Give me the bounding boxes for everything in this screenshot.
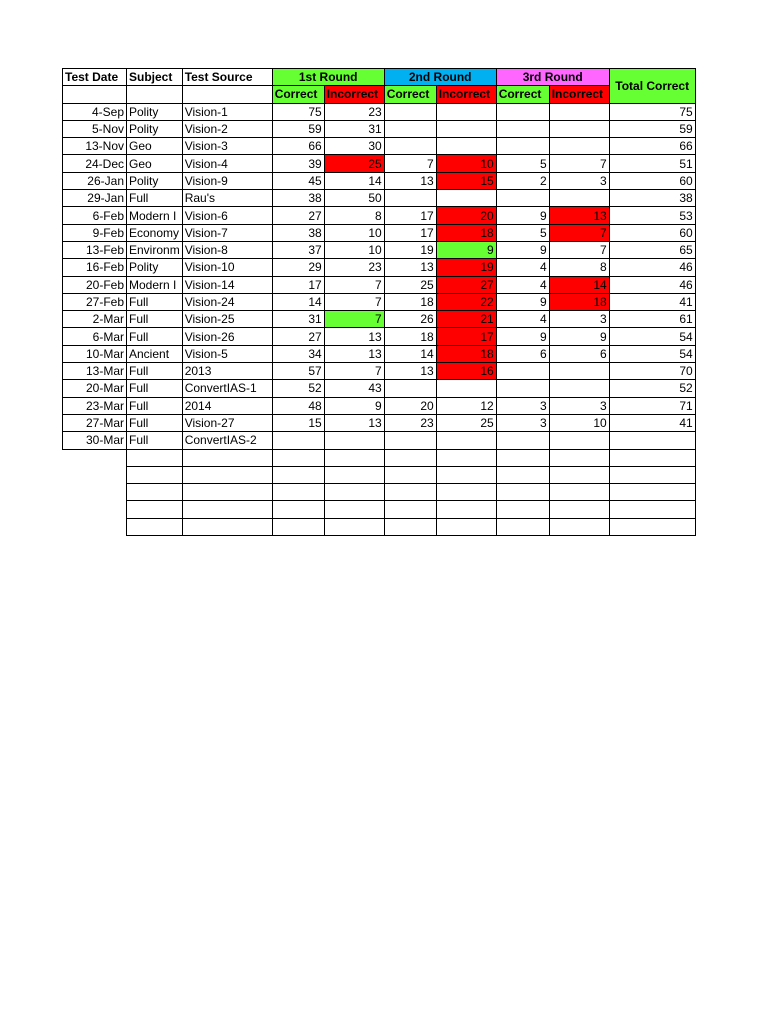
cell-r1-incorrect[interactable] [324, 518, 384, 535]
cell-date[interactable]: 30-Mar [63, 432, 127, 449]
cell-date[interactable]: 2-Mar [63, 311, 127, 328]
cell-r2-correct[interactable]: 17 [384, 207, 436, 224]
cell-r2-correct[interactable]: 18 [384, 293, 436, 310]
cell-r3-correct[interactable]: 5 [496, 224, 549, 241]
cell-r3-incorrect[interactable]: 7 [549, 224, 609, 241]
cell-date[interactable]: 5-Nov [63, 120, 127, 137]
cell-r3-incorrect[interactable] [549, 484, 609, 501]
cell-date[interactable] [63, 449, 127, 466]
cell-r2-correct[interactable] [384, 138, 436, 155]
cell-r3-correct[interactable]: 5 [496, 155, 549, 172]
cell-source[interactable]: 2014 [182, 397, 272, 414]
cell-r1-correct[interactable] [272, 466, 324, 483]
cell-r1-correct[interactable] [272, 432, 324, 449]
cell-r3-incorrect[interactable] [549, 380, 609, 397]
cell-subject[interactable]: Full [127, 432, 183, 449]
cell-r2-correct[interactable] [384, 103, 436, 120]
cell-r2-incorrect[interactable]: 10 [436, 155, 496, 172]
cell-total-correct[interactable]: 51 [609, 155, 695, 172]
cell-r3-correct[interactable]: 6 [496, 345, 549, 362]
cell-r1-correct[interactable]: 29 [272, 259, 324, 276]
cell-r2-incorrect[interactable]: 19 [436, 259, 496, 276]
cell-date[interactable]: 9-Feb [63, 224, 127, 241]
cell-subject[interactable]: Ancient [127, 345, 183, 362]
cell-total-correct[interactable]: 54 [609, 345, 695, 362]
cell-total-correct[interactable] [609, 518, 695, 535]
cell-subject[interactable]: Full [127, 363, 183, 380]
table-row [63, 397, 696, 414]
cell-r3-incorrect[interactable] [549, 363, 609, 380]
cell-r1-incorrect[interactable]: 13 [324, 414, 384, 431]
cell-total-correct[interactable] [609, 501, 695, 518]
cell-r2-correct[interactable]: 13 [384, 363, 436, 380]
cell-date[interactable]: 4-Sep [63, 103, 127, 120]
cell-subject[interactable]: Geo [127, 155, 183, 172]
cell-source[interactable]: Vision-6 [182, 207, 272, 224]
cell-r2-correct[interactable]: 26 [384, 311, 436, 328]
table-row [63, 432, 696, 449]
cell-source[interactable]: 2013 [182, 363, 272, 380]
cell-r3-correct[interactable] [496, 501, 549, 518]
cell-subject[interactable]: Full [127, 397, 183, 414]
cell-r3-incorrect[interactable]: 7 [549, 155, 609, 172]
cell-r3-incorrect[interactable]: 14 [549, 276, 609, 293]
cell-subject[interactable]: Full [127, 293, 183, 310]
cell-source[interactable]: Vision-8 [182, 241, 272, 258]
cell-r3-incorrect[interactable] [549, 466, 609, 483]
cell-r2-incorrect[interactable]: 27 [436, 276, 496, 293]
cell-r2-correct[interactable]: 23 [384, 414, 436, 431]
cell-r2-correct[interactable] [384, 449, 436, 466]
cell-subject[interactable] [127, 484, 183, 501]
cell-total-correct[interactable]: 59 [609, 120, 695, 137]
cell-r2-incorrect[interactable] [436, 120, 496, 137]
cell-r1-correct[interactable]: 75 [272, 103, 324, 120]
cell-total-correct[interactable]: 46 [609, 276, 695, 293]
cell-r1-incorrect[interactable]: 7 [324, 293, 384, 310]
cell-r2-incorrect[interactable]: 21 [436, 311, 496, 328]
cell-r3-correct[interactable] [496, 518, 549, 535]
cell-r1-correct[interactable]: 15 [272, 414, 324, 431]
empty-row [63, 501, 696, 518]
cell-source[interactable] [182, 518, 272, 535]
cell-total-correct[interactable]: 54 [609, 328, 695, 345]
cell-r2-incorrect[interactable]: 20 [436, 207, 496, 224]
cell-date[interactable]: 29-Jan [63, 190, 127, 207]
cell-r2-correct[interactable] [384, 484, 436, 501]
table-row [63, 293, 696, 310]
cell-r1-correct[interactable]: 17 [272, 276, 324, 293]
table-row [63, 345, 696, 362]
cell-r1-correct[interactable]: 37 [272, 241, 324, 258]
cell-total-correct[interactable]: 60 [609, 172, 695, 189]
cell-total-correct[interactable] [609, 432, 695, 449]
cell-subject[interactable]: Full [127, 414, 183, 431]
cell-r1-correct[interactable]: 38 [272, 190, 324, 207]
cell-total-correct[interactable]: 38 [609, 190, 695, 207]
cell-total-correct[interactable]: 41 [609, 293, 695, 310]
cell-r2-correct[interactable]: 25 [384, 276, 436, 293]
cell-r3-incorrect[interactable] [549, 138, 609, 155]
cell-total-correct[interactable]: 65 [609, 241, 695, 258]
subheader-r2-incorrect[interactable]: Incorrect [436, 86, 496, 103]
table-row [63, 190, 696, 207]
cell-r3-incorrect[interactable]: 3 [549, 397, 609, 414]
table-row [63, 207, 696, 224]
cell-r3-correct[interactable]: 9 [496, 328, 549, 345]
cell-r3-correct[interactable]: 9 [496, 293, 549, 310]
cell-source[interactable]: Vision-9 [182, 172, 272, 189]
empty-row [63, 449, 696, 466]
cell-source[interactable]: Vision-24 [182, 293, 272, 310]
cell-r1-incorrect[interactable] [324, 466, 384, 483]
table-row [63, 328, 696, 345]
cell-r2-correct[interactable]: 17 [384, 224, 436, 241]
cell-r3-incorrect[interactable] [549, 518, 609, 535]
cell-subject[interactable]: Polity [127, 172, 183, 189]
cell-r1-incorrect[interactable]: 23 [324, 103, 384, 120]
cell-date[interactable] [63, 466, 127, 483]
cell-r2-incorrect[interactable] [436, 501, 496, 518]
cell-date[interactable]: 10-Mar [63, 345, 127, 362]
cell-date[interactable]: 6-Mar [63, 328, 127, 345]
cell-r1-incorrect[interactable]: 43 [324, 380, 384, 397]
cell-r2-incorrect[interactable] [436, 103, 496, 120]
cell-r1-correct[interactable]: 14 [272, 293, 324, 310]
cell-subject[interactable]: Polity [127, 103, 183, 120]
table-row [63, 138, 696, 155]
subheader-empty-source[interactable] [182, 86, 272, 103]
cell-r3-correct[interactable]: 3 [496, 414, 549, 431]
cell-r3-correct[interactable]: 4 [496, 311, 549, 328]
cell-r3-correct[interactable] [496, 138, 549, 155]
cell-date[interactable]: 27-Mar [63, 414, 127, 431]
cell-r3-incorrect[interactable] [549, 432, 609, 449]
cell-r1-incorrect[interactable]: 30 [324, 138, 384, 155]
table-row [63, 380, 696, 397]
cell-total-correct[interactable]: 52 [609, 380, 695, 397]
cell-r2-incorrect[interactable] [436, 518, 496, 535]
cell-r1-incorrect[interactable] [324, 449, 384, 466]
cell-r2-correct[interactable]: 13 [384, 259, 436, 276]
cell-source[interactable] [182, 484, 272, 501]
table-row [63, 414, 696, 431]
cell-subject[interactable]: Full [127, 380, 183, 397]
cell-source[interactable]: Vision-25 [182, 311, 272, 328]
cell-date[interactable]: 6-Feb [63, 207, 127, 224]
cell-r2-correct[interactable] [384, 190, 436, 207]
subheader-row [63, 86, 696, 103]
cell-r1-correct[interactable]: 57 [272, 363, 324, 380]
cell-r3-correct[interactable] [496, 484, 549, 501]
cell-subject[interactable]: Environm [127, 241, 183, 258]
cell-date[interactable]: 20-Mar [63, 380, 127, 397]
cell-r2-correct[interactable] [384, 466, 436, 483]
cell-r2-incorrect[interactable] [436, 449, 496, 466]
cell-r2-correct[interactable]: 13 [384, 172, 436, 189]
cell-date[interactable]: 13-Mar [63, 363, 127, 380]
cell-r3-incorrect[interactable]: 10 [549, 414, 609, 431]
cell-r2-correct[interactable]: 19 [384, 241, 436, 258]
cell-r2-correct[interactable] [384, 120, 436, 137]
cell-source[interactable] [182, 449, 272, 466]
cell-source[interactable] [182, 466, 272, 483]
cell-r3-incorrect[interactable]: 8 [549, 259, 609, 276]
cell-total-correct[interactable]: 70 [609, 363, 695, 380]
cell-subject[interactable]: Economy [127, 224, 183, 241]
cell-subject[interactable]: Modern I [127, 276, 183, 293]
cell-r1-correct[interactable]: 31 [272, 311, 324, 328]
cell-total-correct[interactable]: 60 [609, 224, 695, 241]
cell-r2-incorrect[interactable] [436, 380, 496, 397]
cell-r2-correct[interactable] [384, 518, 436, 535]
cell-r2-incorrect[interactable]: 9 [436, 241, 496, 258]
subheader-r1-incorrect[interactable]: Incorrect [324, 86, 384, 103]
cell-r1-incorrect[interactable]: 9 [324, 397, 384, 414]
table-row [63, 103, 696, 120]
cell-subject[interactable]: Full [127, 190, 183, 207]
cell-r2-incorrect[interactable] [436, 138, 496, 155]
cell-r2-correct[interactable] [384, 432, 436, 449]
cell-date[interactable] [63, 518, 127, 535]
cell-r2-correct[interactable] [384, 501, 436, 518]
cell-r1-incorrect[interactable]: 25 [324, 155, 384, 172]
table-row [63, 224, 696, 241]
cell-r3-incorrect[interactable]: 3 [549, 172, 609, 189]
cell-subject[interactable]: Modern I [127, 207, 183, 224]
cell-subject[interactable]: Full [127, 311, 183, 328]
cell-subject[interactable]: Polity [127, 120, 183, 137]
cell-r1-incorrect[interactable]: 23 [324, 259, 384, 276]
cell-total-correct[interactable]: 61 [609, 311, 695, 328]
cell-source[interactable]: Vision-4 [182, 155, 272, 172]
cell-r3-incorrect[interactable] [549, 103, 609, 120]
cell-r3-correct[interactable] [496, 380, 549, 397]
header-total-correct[interactable]: Total Correct [609, 69, 695, 104]
test-results-table [62, 68, 696, 536]
cell-source[interactable]: Rau's [182, 190, 272, 207]
cell-total-correct[interactable] [609, 449, 695, 466]
table-row [63, 120, 696, 137]
subheader-r3-correct[interactable]: Correct [496, 86, 549, 103]
subheader-r3-incorrect[interactable]: Incorrect [549, 86, 609, 103]
cell-r1-incorrect[interactable]: 13 [324, 328, 384, 345]
header-test-date[interactable]: Test Date [63, 69, 127, 86]
cell-r3-correct[interactable] [496, 103, 549, 120]
cell-date[interactable]: 16-Feb [63, 259, 127, 276]
cell-source[interactable]: Vision-1 [182, 103, 272, 120]
cell-date[interactable]: 27-Feb [63, 293, 127, 310]
cell-total-correct[interactable] [609, 466, 695, 483]
cell-r2-correct[interactable] [384, 380, 436, 397]
cell-r3-incorrect[interactable]: 9 [549, 328, 609, 345]
cell-r3-incorrect[interactable]: 3 [549, 311, 609, 328]
cell-subject[interactable] [127, 518, 183, 535]
cell-r1-correct[interactable]: 27 [272, 207, 324, 224]
cell-r2-incorrect[interactable]: 22 [436, 293, 496, 310]
cell-r2-incorrect[interactable] [436, 432, 496, 449]
cell-r3-incorrect[interactable] [549, 449, 609, 466]
cell-source[interactable]: Vision-10 [182, 259, 272, 276]
cell-r1-correct[interactable]: 59 [272, 120, 324, 137]
cell-r2-incorrect[interactable]: 18 [436, 345, 496, 362]
cell-r2-correct[interactable]: 18 [384, 328, 436, 345]
cell-r3-correct[interactable]: 4 [496, 276, 549, 293]
cell-total-correct[interactable] [609, 484, 695, 501]
cell-r1-correct[interactable]: 45 [272, 172, 324, 189]
cell-source[interactable]: Vision-3 [182, 138, 272, 155]
cell-r2-correct[interactable]: 14 [384, 345, 436, 362]
table-row [63, 259, 696, 276]
cell-subject[interactable] [127, 501, 183, 518]
cell-date[interactable]: 24-Dec [63, 155, 127, 172]
cell-r1-correct[interactable]: 52 [272, 380, 324, 397]
cell-r3-correct[interactable]: 4 [496, 259, 549, 276]
cell-date[interactable] [63, 501, 127, 518]
cell-subject[interactable]: Full [127, 328, 183, 345]
cell-source[interactable] [182, 501, 272, 518]
header-test-source[interactable]: Test Source [182, 69, 272, 86]
cell-r1-correct[interactable] [272, 518, 324, 535]
cell-source[interactable]: ConvertIAS-1 [182, 380, 272, 397]
cell-r3-correct[interactable] [496, 449, 549, 466]
cell-r1-incorrect[interactable]: 13 [324, 345, 384, 362]
cell-r1-incorrect[interactable]: 7 [324, 363, 384, 380]
cell-r2-incorrect[interactable]: 12 [436, 397, 496, 414]
subheader-empty-date[interactable] [63, 86, 127, 103]
header-round-3[interactable]: 3rd Round [496, 69, 609, 86]
cell-r2-incorrect[interactable]: 18 [436, 224, 496, 241]
cell-subject[interactable] [127, 466, 183, 483]
cell-r3-correct[interactable] [496, 466, 549, 483]
cell-r1-correct[interactable] [272, 501, 324, 518]
cell-r3-incorrect[interactable] [549, 501, 609, 518]
cell-r1-correct[interactable]: 27 [272, 328, 324, 345]
cell-total-correct[interactable]: 75 [609, 103, 695, 120]
empty-row [63, 484, 696, 501]
cell-subject[interactable] [127, 449, 183, 466]
cell-source[interactable]: ConvertIAS-2 [182, 432, 272, 449]
cell-source[interactable]: Vision-2 [182, 120, 272, 137]
cell-r1-correct[interactable]: 39 [272, 155, 324, 172]
cell-total-correct[interactable]: 53 [609, 207, 695, 224]
cell-r3-correct[interactable] [496, 432, 549, 449]
cell-r1-correct[interactable] [272, 484, 324, 501]
table-row [63, 241, 696, 258]
cell-r3-correct[interactable]: 3 [496, 397, 549, 414]
subheader-r2-correct[interactable]: Correct [384, 86, 436, 103]
cell-source[interactable]: Vision-7 [182, 224, 272, 241]
cell-source[interactable]: Vision-14 [182, 276, 272, 293]
cell-r1-incorrect[interactable]: 14 [324, 172, 384, 189]
cell-r1-incorrect[interactable]: 10 [324, 224, 384, 241]
cell-r3-correct[interactable]: 2 [496, 172, 549, 189]
cell-r2-incorrect[interactable]: 16 [436, 363, 496, 380]
cell-r1-correct[interactable]: 48 [272, 397, 324, 414]
cell-r2-incorrect[interactable] [436, 466, 496, 483]
cell-r1-incorrect[interactable] [324, 432, 384, 449]
cell-r2-incorrect[interactable]: 15 [436, 172, 496, 189]
cell-r1-incorrect[interactable]: 31 [324, 120, 384, 137]
cell-r1-incorrect[interactable] [324, 484, 384, 501]
cell-r1-incorrect[interactable]: 50 [324, 190, 384, 207]
cell-date[interactable] [63, 484, 127, 501]
cell-date[interactable]: 23-Mar [63, 397, 127, 414]
cell-r2-incorrect[interactable]: 25 [436, 414, 496, 431]
cell-r1-correct[interactable]: 34 [272, 345, 324, 362]
cell-source[interactable]: Vision-5 [182, 345, 272, 362]
cell-total-correct[interactable]: 66 [609, 138, 695, 155]
cell-source[interactable]: Vision-26 [182, 328, 272, 345]
cell-date[interactable]: 13-Feb [63, 241, 127, 258]
cell-date[interactable]: 20-Feb [63, 276, 127, 293]
table-row [63, 276, 696, 293]
cell-total-correct[interactable]: 46 [609, 259, 695, 276]
cell-r1-correct[interactable]: 66 [272, 138, 324, 155]
cell-r3-correct[interactable]: 9 [496, 207, 549, 224]
cell-r2-correct[interactable]: 7 [384, 155, 436, 172]
cell-r2-incorrect[interactable] [436, 190, 496, 207]
cell-r2-incorrect[interactable] [436, 484, 496, 501]
cell-subject[interactable]: Geo [127, 138, 183, 155]
empty-row [63, 466, 696, 483]
table-row [63, 363, 696, 380]
cell-r3-correct[interactable] [496, 363, 549, 380]
cell-date[interactable]: 13-Nov [63, 138, 127, 155]
cell-r3-correct[interactable] [496, 190, 549, 207]
header-round-1[interactable]: 1st Round [272, 69, 384, 86]
empty-row [63, 518, 696, 535]
cell-source[interactable]: Vision-27 [182, 414, 272, 431]
cell-r1-incorrect[interactable]: 7 [324, 276, 384, 293]
cell-r3-incorrect[interactable]: 18 [549, 293, 609, 310]
table-row [63, 172, 696, 189]
cell-r1-incorrect[interactable] [324, 501, 384, 518]
cell-r1-incorrect[interactable]: 10 [324, 241, 384, 258]
cell-r1-incorrect[interactable]: 7 [324, 311, 384, 328]
cell-r3-incorrect[interactable]: 7 [549, 241, 609, 258]
cell-r3-incorrect[interactable] [549, 120, 609, 137]
cell-r3-incorrect[interactable]: 13 [549, 207, 609, 224]
subheader-r1-correct[interactable]: Correct [272, 86, 324, 103]
cell-date[interactable]: 26-Jan [63, 172, 127, 189]
cell-r1-correct[interactable]: 38 [272, 224, 324, 241]
cell-r3-correct[interactable]: 9 [496, 241, 549, 258]
cell-r2-correct[interactable]: 20 [384, 397, 436, 414]
table-row [63, 155, 696, 172]
cell-r3-incorrect[interactable] [549, 190, 609, 207]
header-subject[interactable]: Subject [127, 69, 183, 86]
cell-subject[interactable]: Polity [127, 259, 183, 276]
cell-r2-incorrect[interactable]: 17 [436, 328, 496, 345]
cell-r1-incorrect[interactable]: 8 [324, 207, 384, 224]
subheader-empty-subject[interactable] [127, 86, 183, 103]
header-row [63, 69, 696, 86]
header-round-2[interactable]: 2nd Round [384, 69, 496, 86]
cell-total-correct[interactable]: 41 [609, 414, 695, 431]
table-row [63, 311, 696, 328]
cell-r1-correct[interactable] [272, 449, 324, 466]
cell-r3-incorrect[interactable]: 6 [549, 345, 609, 362]
cell-total-correct[interactable]: 71 [609, 397, 695, 414]
cell-r3-correct[interactable] [496, 120, 549, 137]
